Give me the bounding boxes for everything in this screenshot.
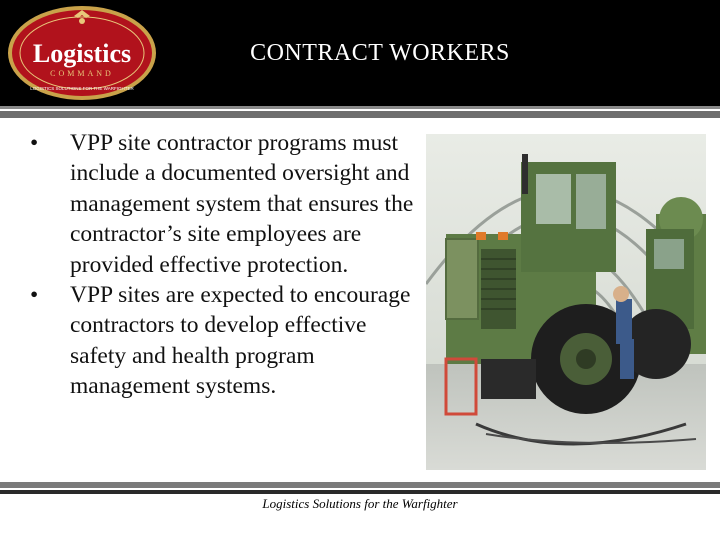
logo-sub-text: COMMAND (50, 69, 114, 78)
loader-photo (426, 134, 706, 470)
footer-divider (0, 482, 720, 494)
logistics-command-logo (6, 4, 158, 102)
header-bar (0, 0, 720, 106)
logo-main-text: Logistics (32, 39, 132, 68)
bullet-text: VPP sites are expected to encourage contractors to develop effective safety and health program management systems. (70, 282, 411, 400)
bullet-list (30, 128, 425, 402)
footer-tagline: Logistics Solutions for the Warfighter (262, 496, 458, 511)
logo-banner-text: LOGISTICS SOLUTIONS FOR THE WARFIGHTER (30, 86, 134, 91)
header-divider (0, 106, 720, 118)
slide-title: CONTRACT WORKERS (250, 40, 510, 66)
bullet-marker: • (30, 130, 39, 156)
bullet-item (30, 280, 425, 402)
bullet-marker: • (30, 282, 39, 309)
bullet-text: VPP site contractor programs must include a documented oversight and management system that ensures the contractor’s site employees are provided effective protection. (70, 130, 414, 278)
bullet-item (30, 128, 425, 280)
